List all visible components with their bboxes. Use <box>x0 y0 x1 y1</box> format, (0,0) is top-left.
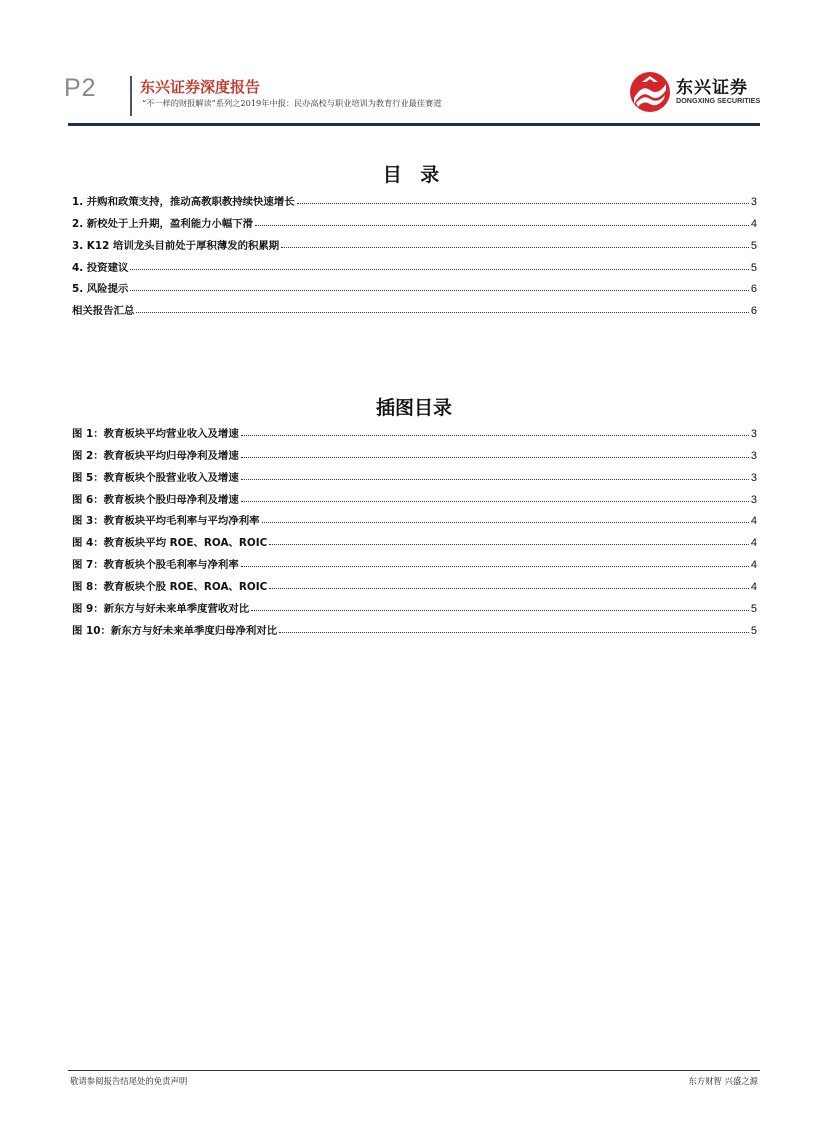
toc-entry[interactable] <box>72 274 757 296</box>
figure-toc-entry-page-number: 3 <box>750 427 757 440</box>
toc-entry-page-number: 4 <box>750 217 757 230</box>
dot-leader <box>281 247 749 248</box>
dot-leader <box>279 632 749 633</box>
report-subtitle: “不一样的财报解读”系列之2019年中报：民办高校与职业培训为教育行业最佳赛道 <box>142 98 442 108</box>
toc-entry-page-number: 6 <box>750 305 757 318</box>
figure-toc-entry-label: 图 9：新东方与好未来单季度营收对比 <box>72 603 250 616</box>
figure-toc-entry-page-number: 4 <box>750 537 757 550</box>
figure-toc-entry-page-number: 5 <box>750 603 757 616</box>
dot-leader <box>130 290 749 291</box>
toc-entry[interactable] <box>72 295 757 317</box>
toc-entry-label: 2. 新校处于上升期，盈利能力小幅下滑 <box>72 217 254 230</box>
dot-leader <box>251 610 749 611</box>
dot-leader <box>269 588 749 589</box>
toc-entry-label: 3. K12 培训龙头目前处于厚积薄发的积累期 <box>72 239 280 252</box>
footer-disclaimer: 敬请参阅报告结尾处的免责声明 <box>70 1076 188 1086</box>
figure-toc-entry-page-number: 3 <box>750 449 757 462</box>
figure-toc-entry[interactable] <box>72 615 757 637</box>
dot-leader <box>241 501 749 502</box>
figure-toc-entry[interactable] <box>72 571 757 593</box>
toc-entry[interactable] <box>72 186 757 208</box>
figure-toc-entry-label: 图 2：教育板块平均归母净利及增速 <box>72 449 239 462</box>
report-title: 东兴证券深度报告 <box>140 78 261 96</box>
dot-leader <box>241 435 749 436</box>
figure-toc-entry-label: 图 3：教育板块平均毛利率与平均净利率 <box>72 515 260 528</box>
figure-toc-entry-page-number: 3 <box>750 471 757 484</box>
figure-toc-entry-page-number: 4 <box>750 581 757 594</box>
header-divider <box>130 76 132 116</box>
figure-toc-entry[interactable] <box>72 527 757 549</box>
toc-entry-page-number: 6 <box>750 283 757 296</box>
figure-toc-title: 插图目录 <box>375 397 452 419</box>
logo-name: 东兴证券 <box>676 78 748 98</box>
toc-entry-label: 相关报告汇总 <box>72 305 135 318</box>
logo-emblem-icon <box>628 70 672 114</box>
dot-leader <box>130 269 749 270</box>
figure-toc-entry-label: 图 4：教育板块平均 ROE、ROA、ROIC <box>72 537 268 550</box>
toc-list <box>72 186 757 317</box>
toc-entry-label: 1. 并购和政策支持，推动高教职教持续快速增长 <box>72 195 295 208</box>
figure-toc-entry[interactable] <box>72 484 757 506</box>
figure-toc-entry[interactable] <box>72 462 757 484</box>
dot-leader <box>241 479 749 480</box>
dot-leader <box>262 522 749 523</box>
dot-leader <box>241 457 749 458</box>
toc-entry-page-number: 3 <box>750 195 757 208</box>
figure-toc-entry[interactable] <box>72 418 757 440</box>
toc-entry[interactable] <box>72 230 757 252</box>
toc-entry-page-number: 5 <box>750 261 757 274</box>
figure-toc-entry-label: 图 8：教育板块个股 ROE、ROA、ROIC <box>72 581 268 594</box>
figure-toc-entry-page-number: 3 <box>750 493 757 506</box>
figure-toc-entry-page-number: 4 <box>750 515 757 528</box>
company-logo <box>628 70 761 116</box>
dot-leader <box>269 544 749 545</box>
figure-toc-entry-label: 图 6：教育板块个股归母净利及增速 <box>72 493 239 506</box>
page-number: P2 <box>64 74 97 102</box>
figure-toc-entry[interactable] <box>72 506 757 528</box>
figure-toc-entry-page-number: 4 <box>750 559 757 572</box>
dot-leader <box>297 203 749 204</box>
footer-rule <box>68 1070 760 1071</box>
toc-title: 目 录 <box>382 164 446 186</box>
dot-leader <box>136 312 749 313</box>
figure-toc-entry-page-number: 5 <box>750 624 757 637</box>
figure-toc-entry-label: 图 10：新东方与好未来单季度归母净利对比 <box>72 624 278 637</box>
header-rule <box>68 123 760 126</box>
dot-leader <box>255 225 749 226</box>
toc-entry-page-number: 5 <box>750 239 757 252</box>
figure-toc-list <box>72 418 757 637</box>
figure-toc-entry-label: 图 1：教育板块平均营业收入及增速 <box>72 427 239 440</box>
logo-english-name: DONGXING SECURITIES <box>676 96 761 105</box>
toc-entry[interactable] <box>72 208 757 230</box>
toc-entry[interactable] <box>72 252 757 274</box>
toc-entry-label: 5. 风险提示 <box>72 283 129 296</box>
figure-toc-entry[interactable] <box>72 593 757 615</box>
figure-toc-entry-label: 图 7：教育板块个股毛利率与净利率 <box>72 559 239 572</box>
footer-slogan: 东方财智 兴盛之源 <box>688 1076 758 1086</box>
figure-toc-entry-label: 图 5：教育板块个股营业收入及增速 <box>72 471 239 484</box>
figure-toc-entry[interactable] <box>72 440 757 462</box>
figure-toc-entry[interactable] <box>72 549 757 571</box>
toc-entry-label: 4. 投资建议 <box>72 261 129 274</box>
dot-leader <box>241 566 749 567</box>
